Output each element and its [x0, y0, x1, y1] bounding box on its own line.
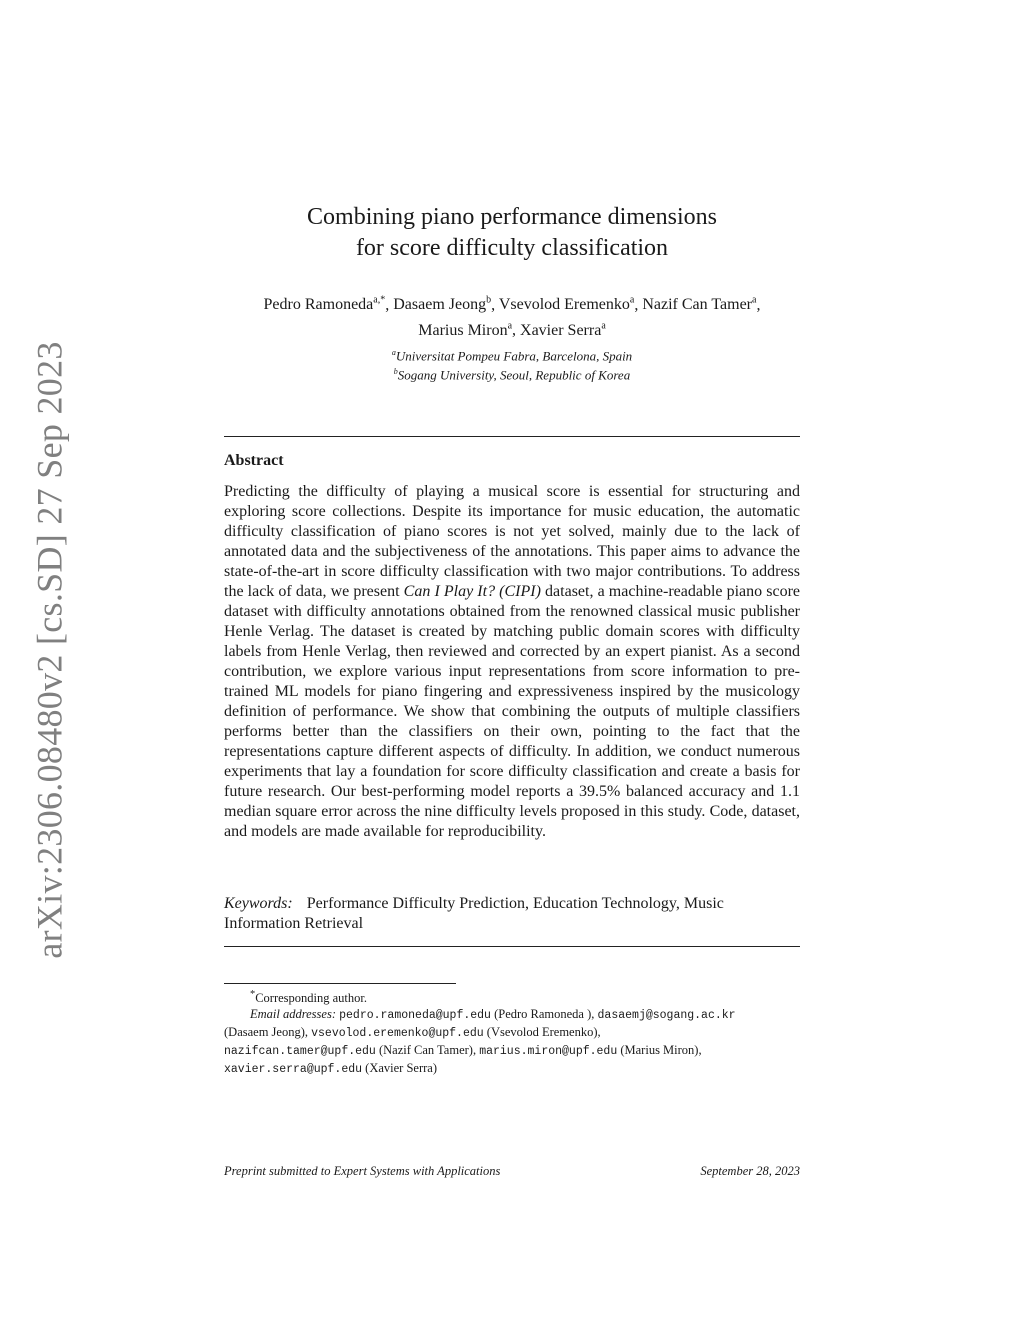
paper-title [0, 202, 1024, 264]
abstract-heading: Abstract [224, 452, 284, 469]
author-list: Pedro Ramoneda$^{a,*}$, Dasaem Jeong$^b$, Vsevolod Eremenko$^a$, Nazif Can Tamer$^a$, Marius Miron$^a$, Xavier Serra$^a$ [263, 295, 761, 339]
email-addresses: Email addresses: pedro.ramoneda@upf.edu (Pedro Ramoneda ), dasaemj@sogang.ac.kr (Dasaem Jeong), vsevolod.eremenko@upf.edu (Vsevolod Eremenko), nazifcan.tamer@upf.edu (Nazif Can Tamer), marius.miron@upf.edu (Marius Miron), xavier.serra@upf.edu (Xavier Serra) [224, 1007, 736, 1077]
arxiv-sidebar [30, 341, 71, 959]
email-link[interactable]: marius.miron@upf.edu [479, 1045, 618, 1059]
dataset-name: Can I Play It? (CIPI) [403, 583, 541, 600]
footnote [224, 987, 804, 1078]
title-line-1: Combining piano performance dimensions [307, 204, 717, 230]
corresponding-author-note: *Corresponding author. [250, 989, 367, 1006]
title-line-2: for score difficulty classification [355, 235, 669, 261]
abstract-bottom-rule [224, 946, 800, 947]
author: Vsevolod Eremenko$^a$ [498, 295, 635, 314]
keywords [224, 894, 800, 934]
preprint-footer [224, 1164, 800, 1179]
author: Xavier Serra$^a$ [520, 320, 606, 339]
abstract-body: Predicting the difficulty of playing a musical score is essential for structuring and exploring score collections. Despite its importance for music education, the automatic difficulty classification of piano scores is not yet solved, mainly due to the lack of annotated data and the subjectiveness of the annotations. This paper aims to advance the state-of-the-art in score difficulty classification with two major contributions. To address the lack of data, we present Can I Play It? (CIPI) dataset, a machine-readable piano score dataset with difficulty annotations obtained from the renowned classical music publisher Henle Verlag. The dataset is created by matching public domain scores with difficulty labels from Henle Verlag, then reviewed and corrected by an expert pianist. As a second contribution, we explore various input representations from score information to pre-trained ML models for piano fingering and expressiveness inspired by the musicology definition of performance. We show that combining the outputs of multiple classifiers performs better than the classifiers on their own, pointing to the fact that the representations capture different aspects of difficulty. In addition, we conduct numerous experiments that lay a foundation for score difficulty classification and create a basis for future research. Our best-performing model reports a 39.5% balanced accuracy and 1.1 median square error across the nine difficulty levels proposed in this study. Code, dataset, and models are made available for reproducibility. [224, 483, 801, 840]
email-link[interactable]: xavier.serra@upf.edu [224, 1063, 363, 1077]
author: Marius Miron$^a$ [418, 320, 513, 339]
affiliation: $^a$Universitat Pompeu Fabra, Barcelona, Spain [391, 348, 633, 364]
email-link[interactable]: pedro.ramoneda@upf.edu [339, 1009, 491, 1023]
author: Pedro Ramoneda$^{a,*}$ [263, 295, 386, 314]
email-link[interactable]: dasaemj@sogang.ac.kr [597, 1009, 736, 1023]
arxiv-identifier: arXiv:2306.08480v2 [cs.SD] 27 Sep 2023 [30, 341, 71, 959]
footnote-rule [224, 983, 456, 984]
keywords-label: Keywords: [224, 895, 293, 912]
preprint-date: September 28, 2023 [700, 1164, 800, 1178]
affiliation: $^b$Sogang University, Seoul, Republic of Korea [393, 367, 631, 383]
preprint-venue: Preprint submitted to Expert Systems with Applications [224, 1164, 501, 1178]
keywords-text: Performance Difficulty Prediction, Education Technology, Music Information Retrieval [224, 895, 724, 932]
author: Nazif Can Tamer$^a$ [642, 295, 757, 314]
email-link[interactable]: nazifcan.tamer@upf.edu [224, 1045, 376, 1059]
email-label: Email addresses: [250, 1007, 336, 1022]
affiliations [200, 345, 824, 384]
email-link[interactable]: vsevolod.eremenko@upf.edu [311, 1027, 484, 1041]
abstract-top-rule [224, 436, 800, 437]
author: Dasaem Jeong$^b$ [393, 295, 492, 314]
